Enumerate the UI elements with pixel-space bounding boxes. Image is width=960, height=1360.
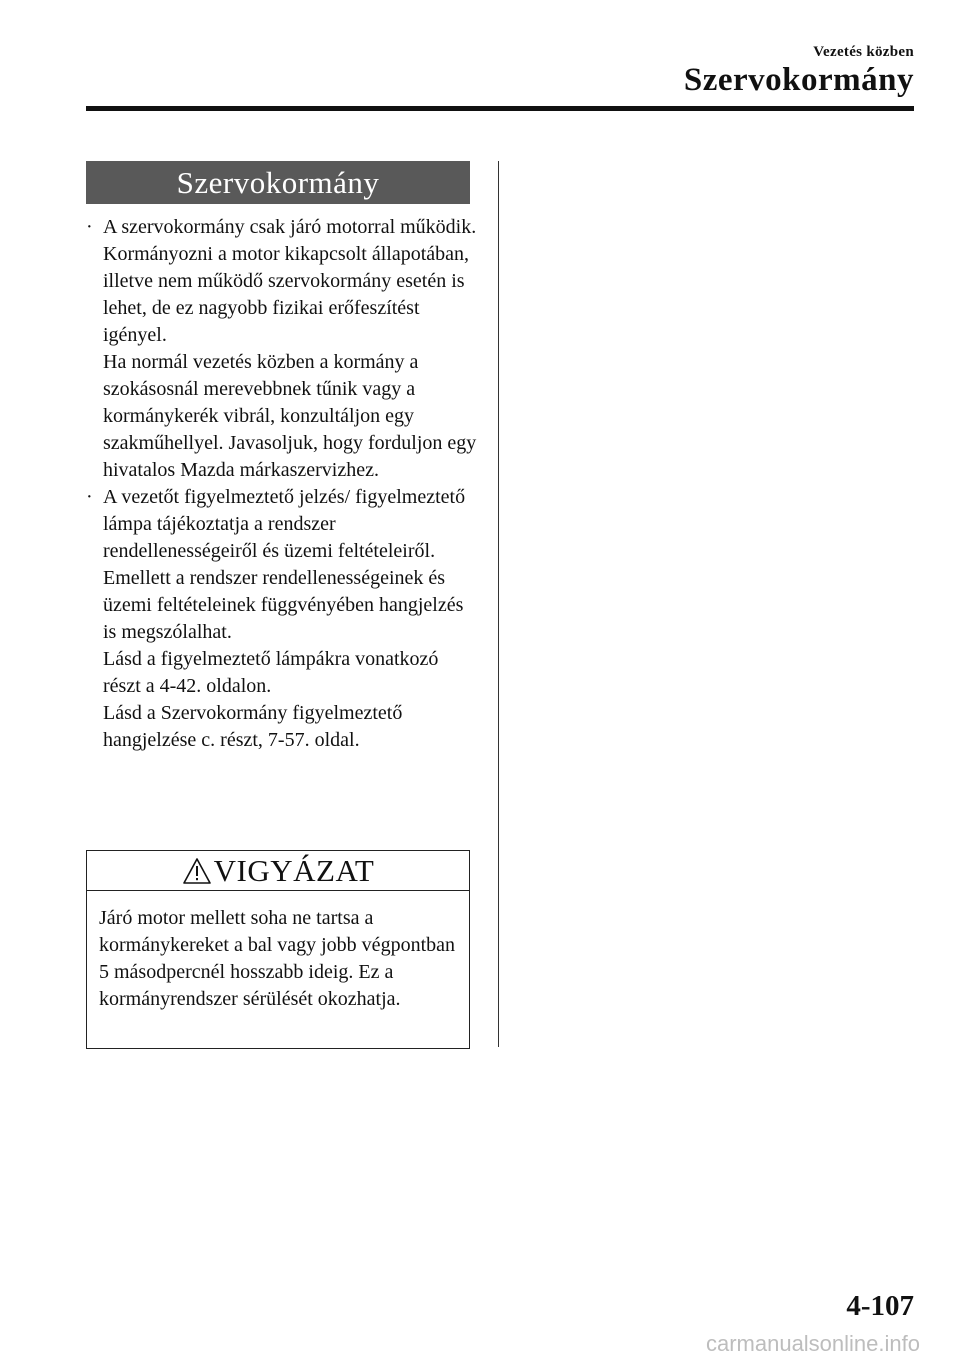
bullet-paragraph: A szervokormány csak járó motorral működik. Kormányozni a motor kikapcsolt állapotában, illetve nem működő szervokormány esetén is lehet, de ez nagyobb fizikai erőfeszítést igényel. bbox=[103, 216, 477, 346]
bullet-item bbox=[86, 214, 478, 484]
header-section-label: Vezetés közben bbox=[813, 44, 914, 60]
header-rule bbox=[86, 106, 914, 111]
page-number: 4-107 bbox=[846, 1290, 914, 1322]
caution-title: VIGYÁZAT bbox=[213, 852, 375, 888]
column-divider bbox=[498, 161, 499, 1047]
bullet-paragraph: A vezetőt figyelmeztető jelzés/ figyelmeztető lámpa tájékoztatja a rendszer rendellenességeiről és üzemi feltételeiről. bbox=[103, 486, 466, 562]
caution-box bbox=[86, 850, 470, 1049]
bullet-dot: · bbox=[86, 216, 93, 238]
watermark: carmanualsonline.info bbox=[705, 1331, 920, 1356]
warning-triangle-icon bbox=[182, 857, 212, 885]
bullet-paragraph: Emellett a rendszer rendellenességeinek és üzemi feltételeinek függvényében hangjelzés is megszólalhat. bbox=[103, 567, 464, 643]
section-title-banner: Szervokormány bbox=[86, 161, 470, 204]
bullet-paragraph: Lásd a figyelmeztető lámpákra vonatkozó részt a 4-42. oldalon. bbox=[103, 648, 439, 697]
header-chapter-title: Szervokormány bbox=[683, 62, 914, 98]
bullet-dot: · bbox=[86, 486, 93, 508]
caution-header bbox=[87, 851, 469, 891]
bullet-item bbox=[86, 484, 478, 754]
bullet-paragraph: Ha normál vezetés közben a kormány a szokásosnál merevebbnek tűnik vagy a kormánykerék vibrál, konzultáljon egy szakműhellyel. Javasoljuk, hogy forduljon egy hivatalos Mazda márkaszervizhez. bbox=[103, 351, 477, 481]
main-content bbox=[86, 214, 478, 754]
bullet-paragraph: Lásd a Szervokormány figyelmeztető hangjelzése c. részt, 7-57. oldal. bbox=[103, 702, 403, 751]
caution-text: Járó motor mellett soha ne tartsa a kormánykereket a bal vagy jobb végpontban 5 másodpercnél hosszabb ideig. Ez a kormányrendszer sérülését okozhatja. bbox=[99, 907, 455, 1010]
